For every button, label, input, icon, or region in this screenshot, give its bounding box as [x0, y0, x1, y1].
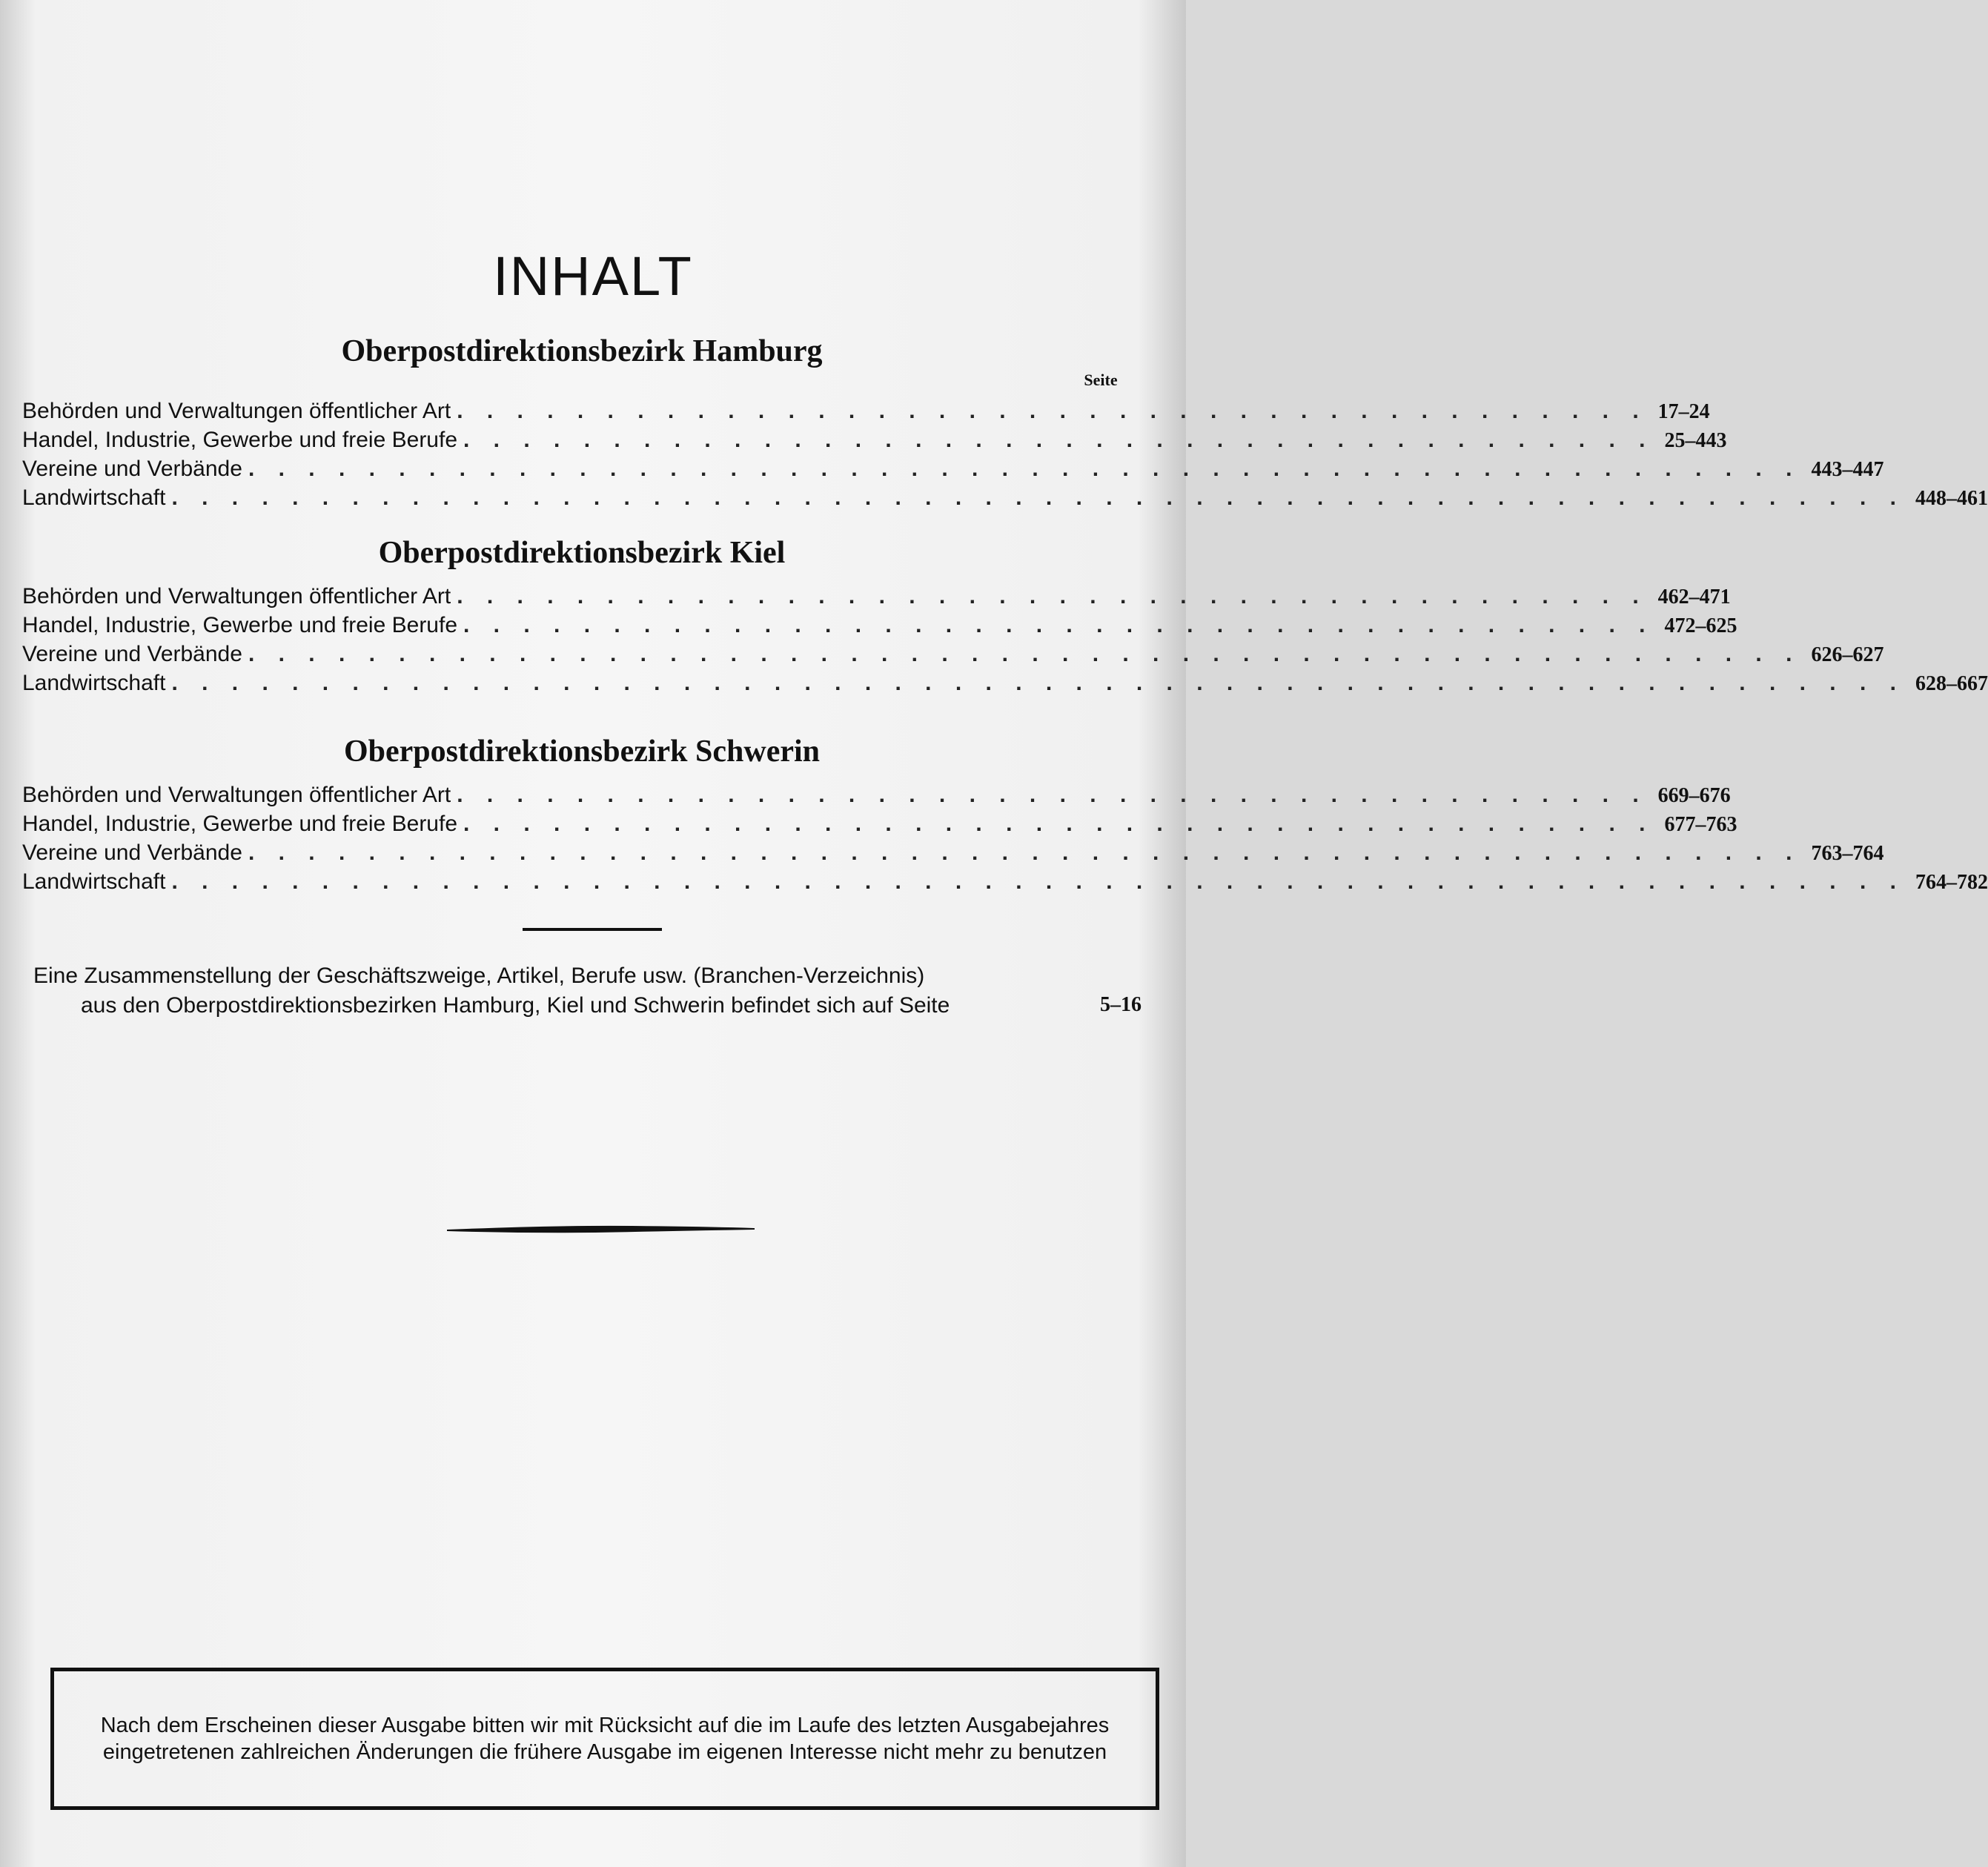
branchen-note-line2: aus den Oberpostdirektionsbezirken Hamburg, Kiel und Schwerin befindet sich auf Seite [81, 993, 950, 1018]
dot-leader: . . . . . . . . . . . . . . . . . . . . . . . . . . . . . . . . . . . . . . . . . . . . . . . . . . . . [248, 457, 1801, 481]
section-schwerin [22, 734, 1988, 898]
toc-entry-label: Vereine und Verbände [22, 642, 242, 666]
section-title: Oberpostdirektionsbezirk Kiel [378, 536, 786, 570]
dot-leader: . . . . . . . . . . . . . . . . . . . . . . . . . . . . . . . . . . . . . . . . . . . . . . . . . . . . [248, 840, 1801, 865]
toc-entry-label: Behörden und Verwaltungen öffentlicher Art [22, 783, 451, 807]
toc-entry-pages: 462–471 [1657, 586, 1731, 608]
section-title: Oberpostdirektionsbezirk Schwerin [343, 734, 821, 769]
toc-entry-label: Behörden und Verwaltungen öffentlicher Art [22, 399, 451, 423]
toc-entry-pages: 764–782 [1915, 871, 1988, 894]
dot-leader: . . . . . . . . . . . . . . . . . . . . . . . . . . . . . . . . . . . . . . . . [463, 812, 1654, 836]
toc-entry-label: Landwirtschaft [22, 671, 166, 695]
toc-entry-label: Handel, Industrie, Gewerbe und freie Berufe [22, 812, 458, 836]
toc-entry [22, 840, 1884, 869]
section-title: Oberpostdirektionsbezirk Hamburg [341, 334, 823, 368]
toc-entry-label: Vereine und Verbände [22, 840, 242, 865]
section-hamburg [22, 334, 1988, 514]
dot-leader: . . . . . . . . . . . . . . . . . . . . . . . . . . . . . . . . . . . . . . . . [457, 399, 1648, 423]
toc-entry [22, 584, 1731, 613]
toc-entry [22, 457, 1884, 485]
toc-entry-pages: 669–676 [1657, 784, 1731, 807]
dot-leader: . . . . . . . . . . . . . . . . . . . . . . . . . . . . . . . . . . . . . . . . . . . . . . . . . . . . . . . . . . [171, 671, 1905, 695]
toc-entry-pages: 25–443 [1664, 429, 1727, 452]
dot-leader: . . . . . . . . . . . . . . . . . . . . . . . . . . . . . . . . . . . . . . . . . . . . . . . . . . . . . . . . . . [171, 869, 1905, 894]
short-divider-rule [523, 928, 662, 931]
toc-entry-pages: 628–667 [1915, 672, 1988, 695]
toc-entry-label: Landwirtschaft [22, 485, 166, 510]
page-column-label: Seite [1084, 371, 1118, 389]
notice-box [50, 1668, 1159, 1810]
toc-entry [22, 869, 1988, 898]
toc-entry [22, 812, 1737, 840]
ornamental-divider-rule [447, 1224, 755, 1236]
dot-leader: . . . . . . . . . . . . . . . . . . . . . . . . . . . . . . . . . . . . . . . . . . . . . . . . . . . . . . . . . . [171, 485, 1905, 510]
page-title: INHALT [493, 245, 693, 307]
section-kiel [22, 535, 1988, 700]
branchen-note-pages: 5–16 [1100, 993, 1142, 1016]
toc-entry [22, 783, 1731, 812]
toc-entry-label: Landwirtschaft [22, 869, 166, 894]
toc-entry-label: Vereine und Verbände [22, 457, 242, 481]
toc-entry-pages: 763–764 [1811, 842, 1884, 865]
dot-leader: . . . . . . . . . . . . . . . . . . . . . . . . . . . . . . . . . . . . . . . . [463, 613, 1654, 637]
toc-entry [22, 613, 1737, 642]
dot-leader: . . . . . . . . . . . . . . . . . . . . . . . . . . . . . . . . . . . . . . . . [463, 428, 1654, 452]
toc-entry-pages: 448–461 [1915, 487, 1988, 510]
toc-entry-pages: 472–625 [1664, 614, 1737, 637]
toc-entry [22, 642, 1884, 671]
notice-text: Nach dem Erscheinen dieser Ausgabe bitten wir mit Rücksicht auf die im Laufe des letzten Ausgabejahres eingetretenen zahlreichen Änderungen die frühere Ausgabe im eigenen Interesse nicht mehr zu benutzen [100, 1714, 1110, 1764]
toc-entry [22, 671, 1988, 700]
branchen-note-line1: Eine Zusammenstellung der Geschäftszweige, Artikel, Berufe usw. (Branchen-Verzeichnis) [33, 964, 925, 988]
toc-entry-label: Handel, Industrie, Gewerbe und freie Berufe [22, 613, 458, 637]
toc-entry [22, 428, 1727, 457]
dot-leader: . . . . . . . . . . . . . . . . . . . . . . . . . . . . . . . . . . . . . . . . [457, 584, 1648, 608]
branchen-note [33, 964, 1142, 1018]
dot-leader: . . . . . . . . . . . . . . . . . . . . . . . . . . . . . . . . . . . . . . . . [457, 783, 1648, 807]
toc-entry [22, 485, 1988, 514]
toc-entry-pages: 626–627 [1811, 643, 1884, 666]
toc-entry [22, 399, 1710, 428]
toc-entry-pages: 677–763 [1664, 813, 1737, 836]
branchen-note-line2-row [33, 993, 1142, 1018]
dot-leader: . . . . . . . . . . . . . . . . . . . . . . . . . . . . . . . . . . . . . . . . . . . . . . . . . . . . [248, 642, 1801, 666]
toc-entry-label: Behörden und Verwaltungen öffentlicher Art [22, 584, 451, 608]
toc-entry-label: Handel, Industrie, Gewerbe und freie Berufe [22, 428, 458, 452]
toc-entry-pages: 443–447 [1811, 458, 1884, 481]
toc-entry-pages: 17–24 [1657, 400, 1710, 423]
